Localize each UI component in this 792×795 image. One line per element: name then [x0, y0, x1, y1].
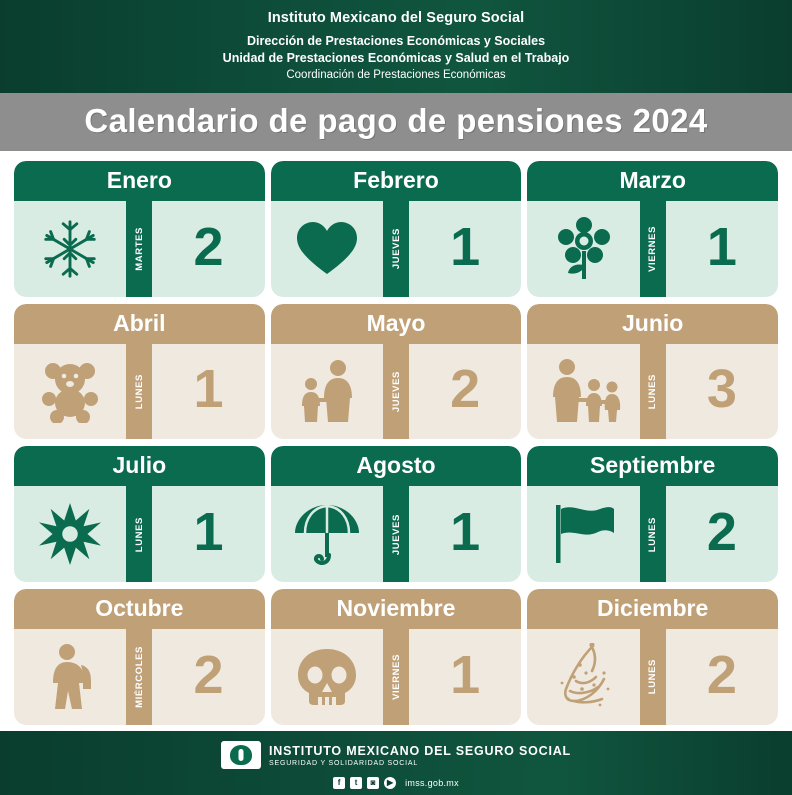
month-name: Septiembre: [527, 446, 778, 486]
header-institute-name: Instituto Mexicano del Seguro Social: [267, 10, 525, 26]
month-name: Agosto: [271, 446, 522, 486]
month-card-abril[interactable]: [14, 304, 265, 440]
month-name: Marzo: [527, 161, 778, 201]
facebook-icon[interactable]: f: [333, 777, 345, 789]
day-number: 2: [193, 216, 224, 277]
month-name: Mayo: [271, 304, 522, 344]
month-card-diciembre[interactable]: [527, 589, 778, 725]
footer-org-name: INSTITUTO MEXICANO DEL SEGURO SOCIAL: [269, 743, 571, 758]
day-number: 1: [193, 359, 224, 420]
footer-tagline: SEGURIDAD Y SOLIDARIDAD SOCIAL: [269, 759, 419, 767]
month-card-septiembre[interactable]: [527, 446, 778, 582]
twitter-icon[interactable]: t: [350, 777, 362, 789]
month-card-marzo[interactable]: [527, 161, 778, 297]
header-coordination: Coordinación de Prestaciones Económicas: [286, 68, 506, 81]
header: [0, 0, 792, 93]
month-name: Febrero: [271, 161, 522, 201]
mother-child-icon: [271, 344, 383, 440]
umbrella-icon: [271, 486, 383, 582]
weekday-strip: LUNES: [640, 486, 666, 582]
footer: [0, 731, 792, 795]
month-card-noviembre[interactable]: [271, 589, 522, 725]
month-name: Julio: [14, 446, 265, 486]
day-number: 2: [706, 502, 737, 563]
page-title: Calendario de pago de pensiones 2024: [84, 101, 708, 139]
month-card-enero[interactable]: [14, 161, 265, 297]
weekday-strip: LUNES: [126, 344, 152, 440]
heart-icon: [271, 201, 383, 297]
flag-icon: [527, 486, 639, 582]
month-card-octubre[interactable]: [14, 589, 265, 725]
month-name: Abril: [14, 304, 265, 344]
instagram-icon[interactable]: ◙: [367, 777, 379, 789]
weekday-strip: LUNES: [640, 344, 666, 440]
month-name: Junio: [527, 304, 778, 344]
weekday-strip: MARTES: [126, 201, 152, 297]
flower-icon: [527, 201, 639, 297]
weekday-strip: MIÉRCOLES: [126, 629, 152, 725]
father-children-icon: [527, 344, 639, 440]
month-card-agosto[interactable]: [271, 446, 522, 582]
teddy-bear-icon: [14, 344, 126, 440]
weekday-strip: JUEVES: [383, 486, 409, 582]
sun-icon: [14, 486, 126, 582]
month-name: Noviembre: [271, 589, 522, 629]
person-backpack-icon: [14, 629, 126, 725]
weekday-strip: JUEVES: [383, 201, 409, 297]
weekday-strip: VIERNES: [383, 629, 409, 725]
snowflake-icon: [14, 201, 126, 297]
footer-logo-row: [0, 741, 792, 769]
christmas-tree-icon: [527, 629, 639, 725]
youtube-icon[interactable]: ▶: [384, 777, 396, 789]
month-name: Octubre: [14, 589, 265, 629]
title-band: [0, 93, 792, 151]
day-number: 1: [450, 502, 481, 563]
month-card-junio[interactable]: [527, 304, 778, 440]
skull-icon: [271, 629, 383, 725]
weekday-strip: JUEVES: [383, 344, 409, 440]
weekday-strip: LUNES: [640, 629, 666, 725]
month-name: Enero: [14, 161, 265, 201]
months-grid: [0, 151, 792, 731]
month-card-febrero[interactable]: [271, 161, 522, 297]
month-card-mayo[interactable]: [271, 304, 522, 440]
imss-logo-icon: [221, 741, 261, 769]
day-number: 2: [706, 645, 737, 706]
header-direction: Dirección de Prestaciones Económicas y Sociales: [246, 34, 546, 48]
day-number: 1: [706, 216, 737, 277]
social-row: [0, 777, 792, 789]
day-number: 3: [706, 359, 737, 420]
day-number: 1: [193, 502, 224, 563]
weekday-strip: LUNES: [126, 486, 152, 582]
day-number: 1: [450, 216, 481, 277]
day-number: 2: [450, 359, 481, 420]
header-unit: Unidad de Prestaciones Económicas y Salud en el Trabajo: [222, 50, 570, 65]
month-name: Diciembre: [527, 589, 778, 629]
day-number: 1: [450, 645, 481, 706]
website-label[interactable]: imss.gob.mx: [405, 778, 459, 788]
weekday-strip: VIERNES: [640, 201, 666, 297]
month-card-julio[interactable]: [14, 446, 265, 582]
day-number: 2: [193, 645, 224, 706]
